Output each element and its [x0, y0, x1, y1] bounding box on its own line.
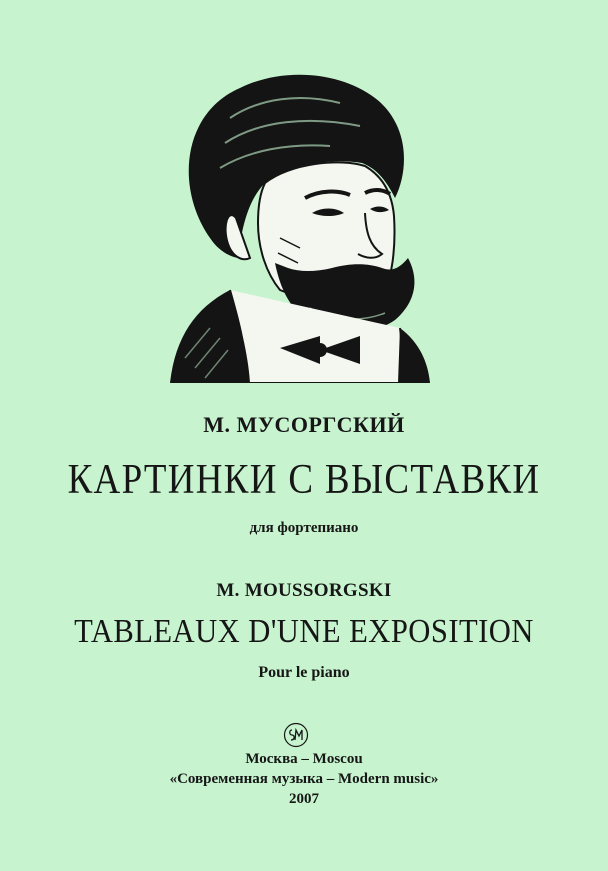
publisher-monogram-icon	[283, 722, 309, 748]
publication-year: 2007	[289, 791, 319, 807]
composer-name-russian: М. МУСОРГСКИЙ	[203, 412, 405, 437]
title-french: TABLEAUX D'UNE EXPOSITION	[74, 613, 534, 650]
composer-portrait-icon	[170, 58, 430, 383]
subtitle-french: Pour le piano	[258, 664, 350, 681]
title-russian: КАРТИНКИ С ВЫСТАВКИ	[67, 457, 541, 503]
publisher-name: «Современная музыка – Modern music»	[169, 771, 439, 787]
composer-name-french: M. MOUSSORGSKI	[216, 580, 392, 601]
subtitle-russian: для фортепиано	[249, 520, 359, 536]
publisher-city: Москва – Moscou	[245, 751, 363, 767]
